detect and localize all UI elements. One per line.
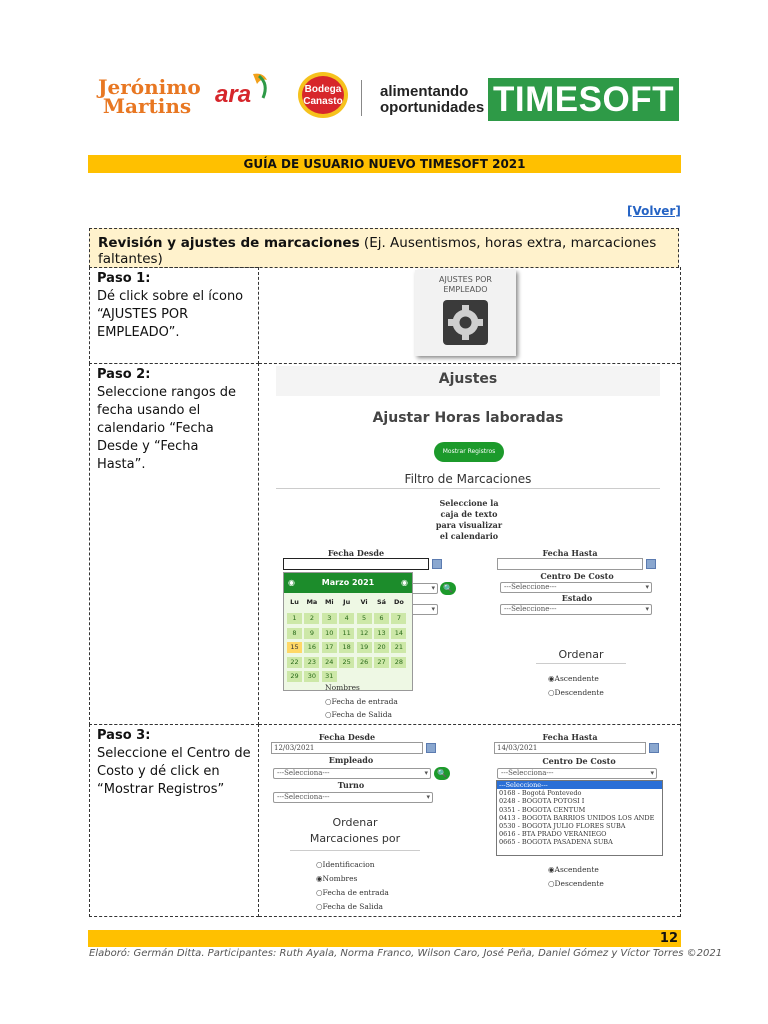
divider (290, 850, 420, 851)
radio-checked-icon: ◉ (548, 865, 555, 874)
calendar-day[interactable]: 15 (287, 642, 302, 653)
chevron-down-icon: ▾ (645, 605, 649, 613)
calendar-day[interactable]: 10 (322, 628, 337, 639)
calendar-day[interactable]: 4 (339, 613, 354, 624)
dropdown-option[interactable]: 0413 - BOGOTA BARRIOS UNIDOS LOS ANDE (499, 813, 655, 822)
calendar-hint: Seleccione la caja de texto para visualizar el calendario (435, 498, 503, 541)
step-3-cell (89, 724, 259, 917)
calendar-day[interactable]: 6 (374, 613, 389, 624)
row-divider (259, 363, 680, 364)
calendar-icon[interactable] (426, 743, 436, 753)
calendar-popup (283, 572, 413, 691)
chevron-down-icon: ▾ (645, 583, 649, 591)
jeronimo-martins-logo: Jerónimo Martins (98, 75, 201, 118)
marcaciones-por-label: Marcaciones por (309, 832, 401, 845)
dropdown-option[interactable]: 0248 - BOGOTA POTOSI I (499, 797, 585, 806)
fecha-desde-label: Fecha Desde (318, 732, 376, 742)
calendar-day[interactable]: 23 (304, 657, 319, 668)
turno-select[interactable]: ---Selecciona--- ▾ (273, 792, 433, 803)
calendar-icon[interactable] (432, 559, 442, 569)
calendar-day[interactable]: 30 (304, 671, 319, 682)
calendar-day[interactable]: 14 (391, 628, 406, 639)
calendar-weekday: Ma (306, 598, 318, 606)
ajustes-por-empleado-button[interactable] (415, 270, 516, 356)
calendar-header (284, 573, 412, 593)
calendar-day[interactable]: 21 (391, 642, 406, 653)
radio-icon: ○ (325, 697, 332, 706)
calendar-day[interactable]: 28 (391, 657, 406, 668)
chevron-down-icon: ▾ (431, 584, 435, 592)
dropdown-option[interactable]: 0616 - BTA PRADO VERANIEGO (499, 830, 607, 839)
calendar-day[interactable]: 27 (374, 657, 389, 668)
svg-text:Canasto: Canasto (303, 96, 343, 107)
calendar-day[interactable]: 17 (322, 642, 337, 653)
order-options[interactable] (316, 858, 389, 914)
step-2-text: Seleccione rangos de fecha usando el calendario “Fecha Desde y “Fecha Hasta”. (97, 385, 237, 472)
calendar-day[interactable]: 22 (287, 657, 302, 668)
fecha-entrada-radio[interactable] (325, 697, 398, 706)
order-option-radio[interactable]: ◉Nombres (316, 874, 358, 883)
nombres-radio[interactable] (325, 683, 360, 692)
ajustes-label: AJUSTES POR EMPLEADO (438, 275, 492, 294)
ordenar-label: Ordenar (558, 648, 604, 661)
calendar-weekday: Mi (324, 598, 334, 606)
centro-costo-select[interactable]: ---Seleccione--- ▾ (500, 582, 652, 593)
calendar-weekday: Ju (343, 598, 351, 606)
dropdown-option[interactable]: 0665 - BOGOTA PASADENA SUBA (499, 838, 613, 847)
order-option-radio[interactable]: ○Identificacion (316, 860, 375, 869)
asc-label: Ascendente (554, 674, 599, 683)
document-title: GUÍA DE USUARIO NUEVO TIMESOFT 2021 (88, 155, 681, 173)
calendar-day[interactable]: 16 (304, 642, 319, 653)
calendar-day[interactable]: 24 (322, 657, 337, 668)
calendar-day[interactable]: 7 (391, 613, 406, 624)
calendar-weekday: Lu (290, 598, 299, 606)
centro-costo-dropdown-list[interactable] (496, 780, 663, 856)
svg-text:ara: ara (215, 81, 252, 108)
fecha-salida-radio[interactable] (325, 710, 392, 719)
calendar-icon[interactable] (646, 559, 656, 569)
asc-label: Ascendente (554, 865, 599, 874)
logo-divider (361, 80, 362, 116)
calendar-weekday: Sá (376, 598, 387, 606)
fecha-desde-input[interactable]: 12/03/2021 (271, 742, 423, 754)
divider (536, 663, 626, 664)
calendar-day[interactable]: 19 (357, 642, 372, 653)
chevron-down-icon: ▾ (426, 793, 430, 801)
centro-costo-label: Centro De Costo (540, 571, 614, 581)
turno-label: Turno (337, 780, 365, 790)
filter-title: Filtro de Marcaciones (404, 472, 532, 486)
calendar-icon[interactable] (649, 743, 659, 753)
fecha-salida-label: Fecha de Salida (331, 710, 392, 719)
fecha-desde-input[interactable] (283, 558, 429, 570)
fecha-entrada-label: Fecha de entrada (331, 697, 398, 706)
step-1-cell (89, 267, 259, 364)
dropdown-option[interactable]: ---Seleccione--- (497, 781, 662, 789)
nombres-label: Nombres (325, 683, 360, 692)
fecha-hasta-input[interactable]: 14/03/2021 (494, 742, 646, 754)
calendar-day[interactable]: 12 (357, 628, 372, 639)
estado-label: Estado (561, 593, 593, 603)
calendar-day[interactable]: 2 (304, 613, 319, 624)
ara-logo (215, 70, 275, 110)
ajustes-header: Ajustes (276, 366, 660, 396)
bodega-canasto-logo (296, 70, 350, 120)
row-divider (259, 724, 680, 725)
section-subtitle: (Ej. Ausentismos, horas extra, marcaciones faltantes) (98, 235, 657, 267)
dropdown-option[interactable]: 0168 - Bogotá Pontevedo (499, 789, 582, 798)
alimentando-oportunidades-logo: alimentando oportunidades (380, 83, 485, 116)
asc-radio[interactable] (548, 865, 599, 874)
calendar-weekday: Do (393, 598, 404, 606)
chevron-down-icon: ▾ (650, 769, 654, 777)
calendar-day[interactable]: 5 (357, 613, 372, 624)
row-divider (259, 916, 680, 917)
calendar-day[interactable]: 13 (374, 628, 389, 639)
radio-icon: ○ (548, 688, 555, 697)
svg-text:Bodega: Bodega (304, 84, 342, 95)
desc-radio[interactable] (548, 688, 604, 697)
fecha-hasta-label: Fecha Hasta (542, 548, 598, 558)
desc-label: Descendente (554, 688, 604, 697)
order-option-radio[interactable]: ○Fecha de entrada (316, 888, 389, 897)
dropdown-option[interactable]: 0530 - BOGOTA JULIO FLORES SUBA (499, 821, 626, 830)
calendar-day[interactable]: 20 (374, 642, 389, 653)
empleado-label: Empleado (328, 755, 374, 765)
fecha-hasta-input[interactable] (497, 558, 643, 570)
step-1-text: Dé click sobre el ícono “AJUSTES POR EMPLEADO”. (97, 289, 244, 340)
calendar-weekday: Vi (360, 598, 368, 606)
dropdown-option[interactable]: 0351 - BOGOTA CENTUM (499, 805, 586, 814)
screen-title: Ajustar Horas laboradas (372, 410, 564, 426)
next-month-icon[interactable]: ◉ (401, 578, 408, 587)
order-option-radio[interactable]: ○Fecha de Salida (316, 902, 383, 911)
step-3-label: Paso 3: (97, 728, 151, 743)
step-2-cell (89, 363, 259, 725)
calendar-day[interactable]: 18 (339, 642, 354, 653)
centro-costo-label: Centro De Costo (542, 756, 616, 766)
radio-icon: ○ (325, 710, 332, 719)
calendar-day[interactable]: 29 (287, 671, 302, 682)
mostrar-registros-button[interactable]: Mostrar Registros (434, 442, 504, 462)
radio-icon: ○ (548, 879, 555, 888)
timesoft-logo: TIMESOFT (488, 78, 679, 121)
desc-radio[interactable] (548, 879, 604, 888)
fecha-hasta-label: Fecha Hasta (542, 732, 598, 742)
back-link[interactable]: [Volver] (627, 204, 681, 218)
search-button[interactable]: 🔍 (440, 582, 456, 595)
calendar-day[interactable]: 3 (322, 613, 337, 624)
divider (276, 488, 660, 489)
calendar-day[interactable]: 1 (287, 613, 302, 624)
fecha-desde-label: Fecha Desde (327, 548, 385, 558)
chevron-down-icon: ▾ (431, 605, 435, 613)
asc-radio[interactable] (548, 674, 599, 683)
section-header (89, 228, 679, 268)
step-3-text: Seleccione el Centro de Costo y dé click en “Mostrar Registros” (97, 746, 251, 797)
page-number: 12 (88, 930, 681, 947)
calendar-day[interactable]: 9 (304, 628, 319, 639)
empleado-select[interactable]: ---Selecciona--- ▾ (273, 768, 431, 779)
credits: Elaboró: Germán Ditta. Participantes: Ruth Ayala, Norma Franco, Wilson Caro, José Peña, Daniel Gómez y Víctor Torres ©2021 (89, 948, 723, 959)
calendar-month: Marzo 2021 (321, 578, 375, 587)
table-right-border (680, 267, 681, 917)
desc-label: Descendente (554, 879, 604, 888)
step-2-label: Paso 2: (97, 367, 151, 382)
chevron-down-icon: ▾ (424, 769, 428, 777)
calendar-day[interactable]: 11 (339, 628, 354, 639)
calendar-day[interactable]: 25 (339, 657, 354, 668)
gear-icon (443, 300, 488, 345)
calendar-day[interactable]: 31 (322, 671, 337, 682)
search-button[interactable]: 🔍 (434, 767, 450, 780)
radio-checked-icon: ◉ (548, 674, 555, 683)
estado-select[interactable]: ---Seleccione--- ▾ (500, 604, 652, 615)
centro-costo-select[interactable]: ---Selecciona--- ▾ (497, 768, 657, 779)
step-1-label: Paso 1: (97, 271, 151, 286)
section-title: Revisión y ajustes de marcaciones (98, 235, 360, 251)
calendar-day[interactable]: 26 (357, 657, 372, 668)
prev-month-icon[interactable]: ◉ (288, 578, 295, 587)
ordenar-label: Ordenar Marcaciones por (290, 815, 420, 847)
calendar-day[interactable]: 8 (287, 628, 302, 639)
